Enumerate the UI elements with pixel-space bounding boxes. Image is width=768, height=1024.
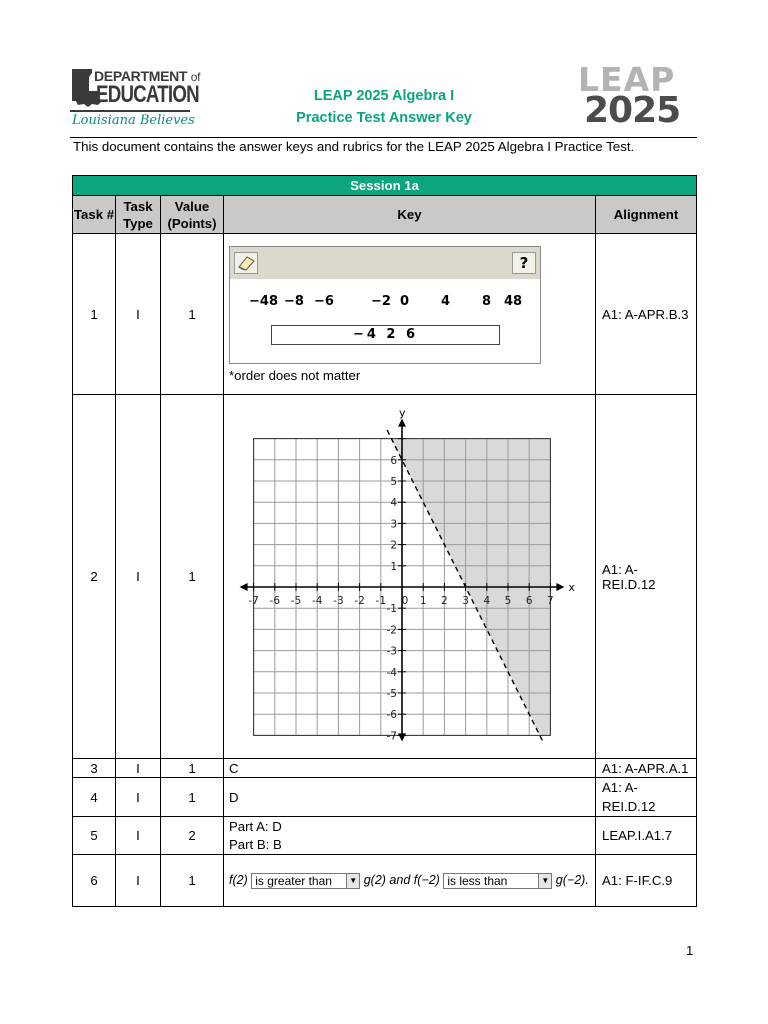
number-tile[interactable]: 4 <box>441 293 451 309</box>
task-number: 1 <box>73 234 116 395</box>
alignment-cell: LEAP.I.A1.7 <box>596 817 697 855</box>
task-value: 1 <box>161 395 224 759</box>
select-1-value: is greater than <box>255 873 332 888</box>
y-tick-label: -1 <box>386 603 397 616</box>
y-tick-label: 3 <box>390 518 397 531</box>
column-header-task-type: Task Type <box>116 196 161 234</box>
alignment-cell: A1: A-REI.D.12 <box>596 395 697 759</box>
order-note: *order does not matter <box>229 367 361 383</box>
y-tick-label: -4 <box>386 666 397 679</box>
x-axis-arrow-left <box>240 583 248 591</box>
g-of-2-and: g(2) and <box>363 873 411 888</box>
task-type: I <box>116 778 161 817</box>
drag-drop-widget <box>229 246 541 364</box>
table-row <box>73 395 697 759</box>
select-2-value: is less than <box>447 873 508 888</box>
x-tick-label: 5 <box>504 595 512 607</box>
number-tile[interactable]: −48 <box>249 293 278 309</box>
doe-logo-rule <box>70 110 190 112</box>
task-number: 5 <box>73 817 116 855</box>
x-tick-label: -3 <box>333 595 344 607</box>
document-title-line2: Practice Test Answer Key <box>296 110 472 126</box>
alignment-cell: A1: A-APR.B.3 <box>596 234 697 395</box>
comparison-select-2[interactable] <box>443 873 552 889</box>
header-divider <box>70 137 697 138</box>
table-row <box>73 778 697 817</box>
x-tick-label: -6 <box>269 595 281 607</box>
task-number: 4 <box>73 778 116 817</box>
alignment-cell: A1: A-REI.D.12 <box>596 778 697 817</box>
leap-logo-word: LEAP <box>578 60 676 99</box>
x-tick-label: -5 <box>290 595 302 607</box>
page-number: 1 <box>686 943 694 958</box>
key-part-b: Part B: B <box>229 836 282 852</box>
y-axis-arrow-down <box>398 733 406 741</box>
task-value: 1 <box>161 759 224 778</box>
table-row <box>73 855 697 907</box>
task-number: 3 <box>73 759 116 778</box>
session-header: Session 1a <box>73 176 697 196</box>
key-cell <box>224 234 596 395</box>
y-tick-label: 4 <box>390 497 397 510</box>
task-value: 1 <box>161 234 224 395</box>
task-type: I <box>116 817 161 855</box>
alignment-cell: A1: A-APR.A.1 <box>596 759 697 778</box>
f-of-neg-2: f(−2) <box>413 873 440 888</box>
column-header-key: Key <box>224 196 596 234</box>
eraser-button[interactable] <box>234 252 258 274</box>
x-tick-label: 6 <box>525 595 533 607</box>
answer-drop-box[interactable]: −4 2 6 <box>271 325 500 345</box>
column-header-alignment: Alignment <box>596 196 697 234</box>
g-of-neg-2: g(−2). <box>555 873 589 888</box>
x-tick-label: 3 <box>462 595 469 607</box>
key-answer: C <box>224 759 596 778</box>
y-axis-arrow <box>398 419 406 427</box>
task-number: 6 <box>73 855 116 907</box>
number-tile[interactable]: 48 <box>504 293 523 309</box>
task-value: 2 <box>161 817 224 855</box>
y-tick-label: -5 <box>386 688 397 700</box>
table-row <box>73 817 697 855</box>
y-tick-label: -6 <box>386 709 397 722</box>
number-tile[interactable]: −2 <box>371 293 391 309</box>
x-tick-label: -1 <box>375 595 387 607</box>
number-tile[interactable]: 8 <box>482 293 492 309</box>
x-tick-label: 2 <box>441 595 448 607</box>
widget-toolbar <box>230 247 540 279</box>
doe-logo-line1: DEPARTMENT of <box>94 68 201 84</box>
y-tick-label: 2 <box>390 539 397 552</box>
y-tick-label: -7 <box>386 730 397 743</box>
intro-text: This document contains the answer keys and rubrics for the LEAP 2025 Algebra I Practice Test. <box>73 139 635 154</box>
key-cell <box>224 395 596 759</box>
doe-logo-line2: EDUCATION <box>96 81 199 108</box>
department-of-education-logo <box>70 67 201 131</box>
task-type: I <box>116 234 161 395</box>
x-axis-arrow <box>556 583 564 591</box>
task-type: I <box>116 855 161 907</box>
table-row <box>73 759 697 778</box>
y-tick-label: -3 <box>386 645 397 658</box>
f-of-2: f(2) <box>229 873 248 888</box>
inequality-graph <box>224 395 596 755</box>
y-tick-label: 6 <box>390 454 397 467</box>
chevron-down-icon: ▼ <box>346 874 359 888</box>
key-cell <box>224 817 596 855</box>
key-cell <box>224 855 596 907</box>
leap-logo-year: 2025 <box>584 90 681 131</box>
x-tick-label: 0 <box>401 595 409 607</box>
doe-logo-tagline: Louisiana Believes <box>72 113 195 128</box>
y-tick-label: 5 <box>390 476 397 488</box>
x-tick-label: 1 <box>419 595 427 607</box>
key-part-a: Part A: D <box>229 818 282 834</box>
chevron-down-icon: ▼ <box>538 874 551 888</box>
task-type: I <box>116 759 161 778</box>
answer-key-table <box>72 175 697 907</box>
task-number: 2 <box>73 395 116 759</box>
document-title-line1: LEAP 2025 Algebra I <box>313 88 455 104</box>
y-tick-label: 1 <box>390 560 397 573</box>
y-tick-label: -2 <box>386 624 397 637</box>
column-header-value: Value (Points) <box>161 196 224 234</box>
help-button[interactable]: ? <box>512 252 536 274</box>
x-tick-label: -2 <box>354 595 365 607</box>
task-value: 1 <box>161 778 224 817</box>
x-tick-label: 4 <box>483 595 491 607</box>
number-tile[interactable]: −6 <box>314 293 334 309</box>
x-tick-label: -7 <box>248 595 259 607</box>
number-tile[interactable]: 0 <box>400 293 410 309</box>
task-type: I <box>116 395 161 759</box>
column-header-task-number: Task # <box>73 196 116 234</box>
leap-2025-logo <box>578 60 698 132</box>
task-value: 1 <box>161 855 224 907</box>
key-answer: D <box>224 778 596 817</box>
table-row <box>73 234 697 395</box>
x-tick-label: 7 <box>547 595 554 607</box>
number-tile[interactable]: −8 <box>284 293 304 309</box>
x-axis-label: x <box>568 581 575 594</box>
comparison-select-1[interactable] <box>251 873 360 889</box>
x-tick-label: -4 <box>311 595 323 607</box>
y-axis-label: y <box>399 406 406 420</box>
alignment-cell: A1: F-IF.C.9 <box>596 855 697 907</box>
eraser-icon <box>235 253 257 273</box>
inline-response <box>229 873 589 887</box>
